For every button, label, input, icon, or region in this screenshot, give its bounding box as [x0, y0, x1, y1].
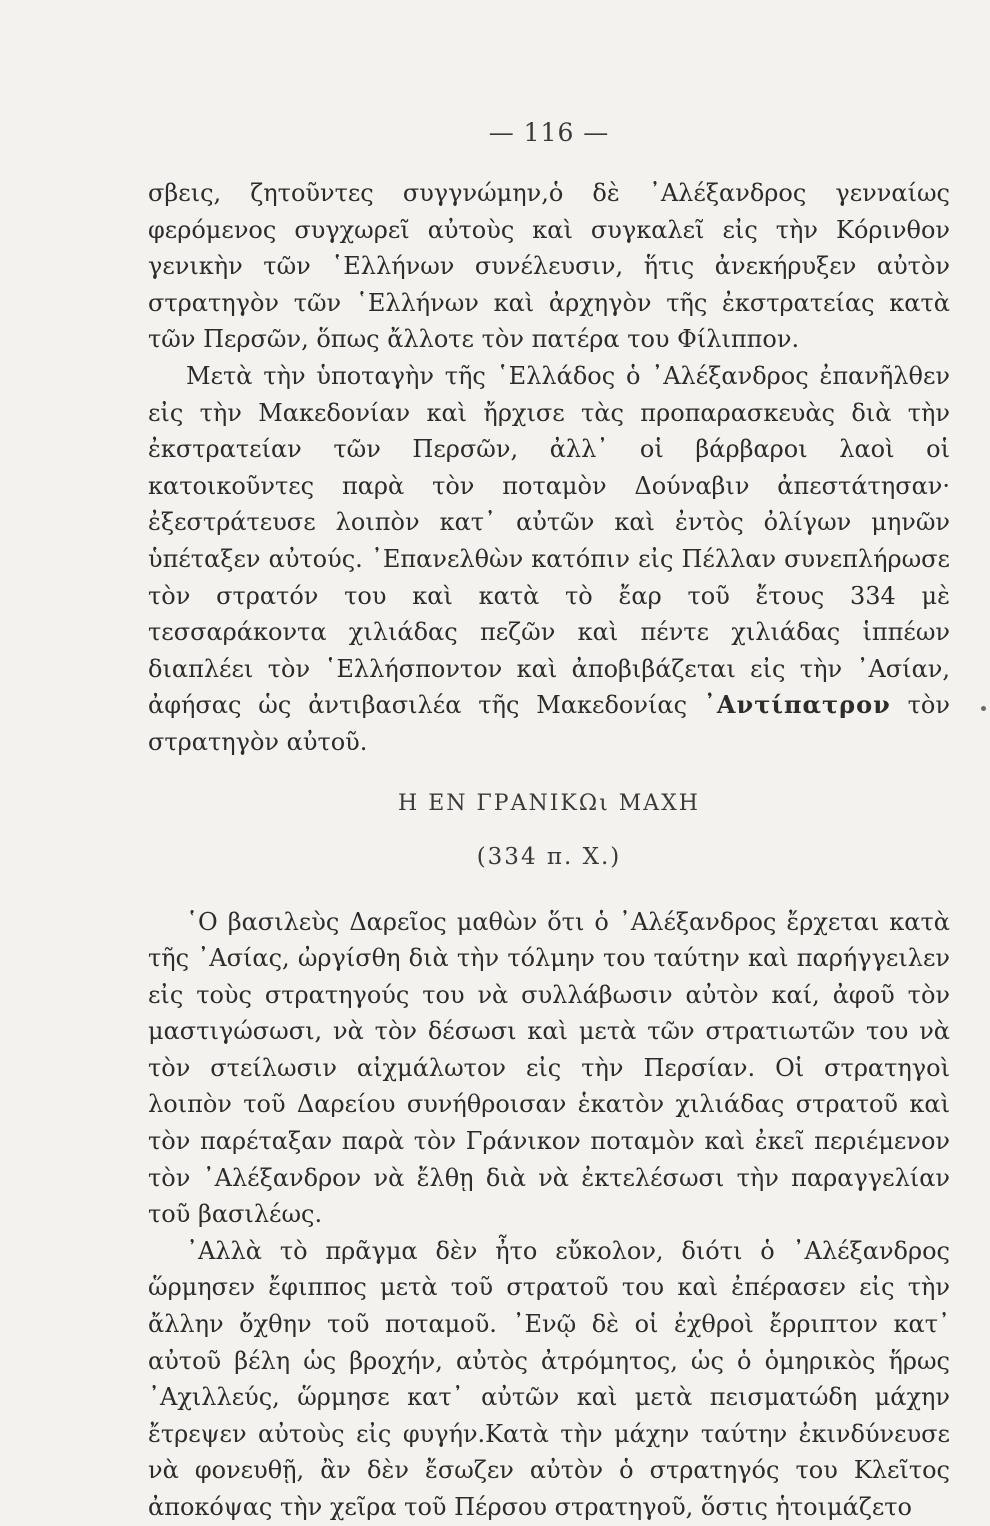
page-number: — 116 — [488, 118, 610, 147]
paragraph-continuation: σβεις, ζητοῦντες συγγνώμην,ὁ δὲ ᾿Αλέξανδρος γενναίως φερόμενος συγχωρεῖ αὐτοὺς καὶ συγκαλεῖ εἰς τὴν Κόρινθον γενικὴν τῶν ῾Ελλήνων συνέλευσιν, ἥτις ἀνεκήρυξεν αὐτὸν στρατηγὸν τῶν ῾Ελλήνων καὶ ἀρχηγὸν τῆς ἐκστρατείας κατὰ τῶν Περσῶν, ὅπως ἄλλοτε τὸν πατέρα του Φίλιππον. [148, 179, 950, 354]
section-date: (334 π. Χ.) [476, 843, 622, 870]
bold-name-antipatros: ᾿Αντίπατρον [703, 690, 891, 720]
paragraph-macedonia [148, 358, 950, 761]
paragraph-macedonia-end: τὸν στρατηγὸν αὐτοῦ. [148, 691, 950, 756]
section-heading: Η ΕΝ ΓΡΑΝΙΚΩι ΜΑΧΗ [398, 790, 700, 816]
paragraph-dareios: ῾Ο βασιλεὺς Δαρεῖος μαθὼν ὅτι ὁ ᾿Αλέξανδρος ἔρχεται κατὰ τῆς ᾿Ασίας, ὠργίσθη διὰ τὴν τόλμην του ταύτην καὶ παρήγγειλεν εἰς τοὺς στρατηγούς του νὰ συλλάβωσιν αὐτὸν καί, ἀφοῦ τὸν μαστιγώσωσι, νὰ τὸν δέσωσι καὶ μετὰ τῶν στρατιωτῶν του νὰ τὸν στείλωσιν αἰχμάλωτον εἰς τὴν Περσίαν. Οἱ στρατηγοὶ λοιπὸν τοῦ Δαρείου συνήθροισαν ἑκατὸν χιλιάδας στρατοῦ καὶ τὸν παρέταξαν παρὰ τὸν Γράνικον ποταμὸν καὶ ἐκεῖ περιέμενον τὸν ᾿Αλέξανδρον νὰ ἔλθῃ διὰ νὰ ἐκτελέσωσι τὴν παραγγελίαν τοῦ βασιλέως. [148, 907, 950, 1229]
paragraph-macedonia-text: Μετὰ τὴν ὑποταγὴν τῆς ῾Ελλάδος ὁ ᾿Αλέξανδρος ἐπανῆλθεν εἰς τὴν Μακεδονίαν καὶ ἤρχισε τὰς προπαρασκευὰς διὰ τὴν ἐκστρατείαν τῶν Περσῶν, ἀλλ᾿ οἱ βάρβαροι λαοὶ οἱ κατοικοῦντες παρὰ τὸν ποταμὸν Δούναβιν ἀπεστάτησαν· ἐξεστράτευσε λοιπὸν κατ᾿ αὐτῶν καὶ ἐντὸς ὀλίγων μηνῶν ὑπέταξεν αὐτούς. ᾿Επανελθὼν κατόπιν εἰς Πέλλαν συνεπλήρωσε τὸν στρατόν του καὶ κατὰ τὸ ἔαρ τοῦ ἔτους 334 μὲ τεσσαράκοντα χιλιάδας πεζῶν καὶ πέντε χιλιάδας ἱππέων διαπλέει τὸν ῾Ελλήσποντον καὶ ἀποβιβάζεται εἰς τὴν ᾿Ασίαν, ἀφήσας ὡς ἀντιβασιλέα τῆς Μακεδονίας [148, 361, 950, 720]
paragraph-battle: ᾿Αλλὰ τὸ πρᾶγμα δὲν ἦτο εὔκολον, διότι ὁ ᾿Αλέξανδρος ὥρμησεν ἔφιππος μετὰ τοῦ στρατοῦ του καὶ ἐπέρασεν εἰς τὴν ἄλλην ὄχθην τοῦ ποταμοῦ. ᾿Ενῷ δὲ οἱ ἐχθροὶ ἔρριπτον κατ᾿ αὐτοῦ βέλη ὡς βροχήν, αὐτὸς ἀτρόμητος, ὡς ὁ ὁμηρικὸς ἥρως ᾿Αχιλλεύς, ὥρμησε κατ᾿ αὐτῶν καὶ μετὰ πεισματώδη μάχην ἔτρεψεν αὐτοὺς εἰς φυγήν.Κατὰ τὴν μάχην ταύτην ἐκινδύνευσε νὰ φονευθῇ, ἂν δὲν ἔσωζεν αὐτὸν ὁ στρατηγός του Κλεῖτος ἀποκόψας τὴν χεῖρα τοῦ Πέρσου στρατηγοῦ, ὅστις ἡτοιμάζετο [148, 1236, 950, 1521]
ink-speck [981, 706, 986, 711]
